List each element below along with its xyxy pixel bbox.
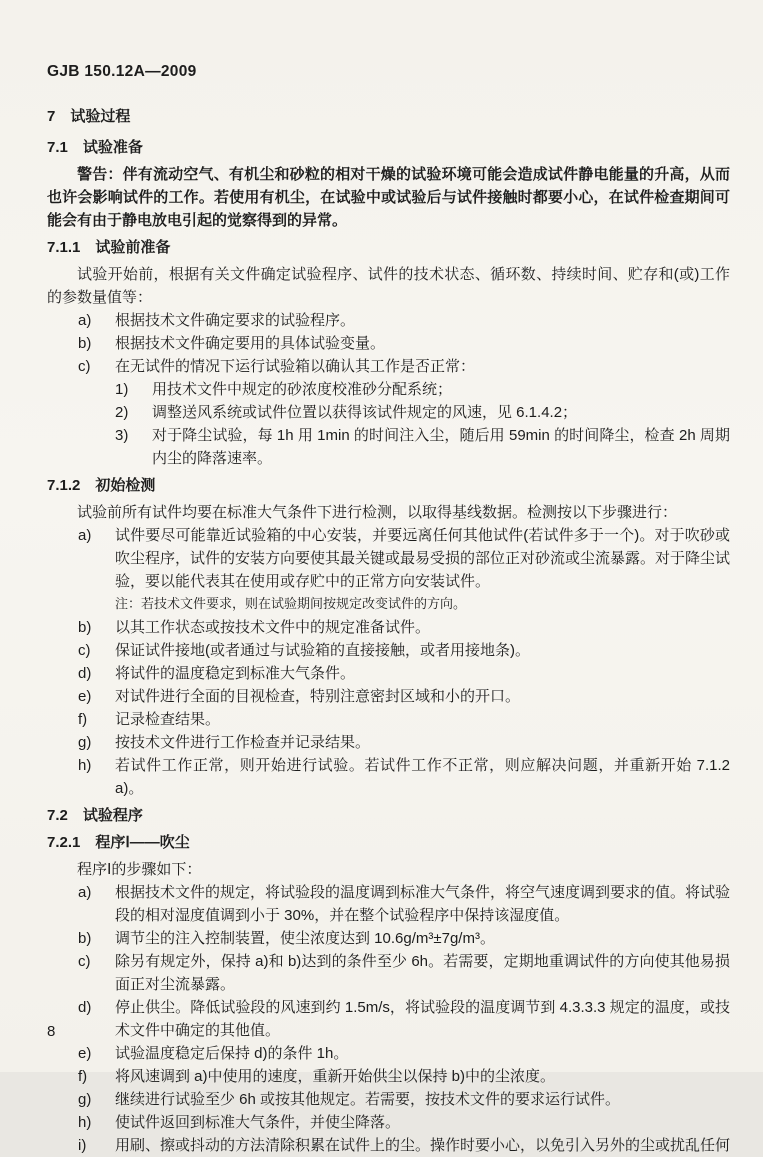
list-item-text: 试验温度稳定后保持 d)的条件 1h。 — [115, 1045, 349, 1062]
section-title: 试验过程 — [70, 108, 131, 125]
section-heading-7-1-2 — [47, 474, 730, 497]
list-item-text: 对试件进行全面的目视检查，特别注意密封区域和小的开口。 — [115, 688, 521, 705]
list-item — [47, 927, 730, 950]
list-item-text: 根据技术文件的规定，将试验段的温度调到标准大气条件，将空气速度调到要求的值。将试验段的相对湿度值调到小于 30%，并在整个试验程序中保持该湿度值。 — [115, 884, 731, 924]
list-item-text: 保证试件接地(或者通过与试验箱的直接接触，或者用接地条)。 — [115, 642, 530, 659]
list-marker: h) — [78, 1114, 92, 1131]
list-item-text: 试件要尽可能靠近试验箱的中心安装，并要远离任何其他试件(若试件多于一个)。对于吹砂或吹尘程序，试件的安装方向要使其最关键或最易受损的部位正对砂流或尘流暴露。对于降尘试验，要以能代表其在使用或存贮中的正常方向安装试件。 — [115, 527, 731, 590]
list-item — [47, 524, 730, 593]
list-marker: h) — [78, 757, 92, 774]
list-marker: g) — [78, 734, 92, 751]
list-item-text: 将风速调到 a)中使用的速度，重新开始供尘以保持 b)中的尘浓度。 — [115, 1068, 556, 1085]
list-item-text: 对于降尘试验，每 1h 用 1min 的时间注入尘，随后用 59min 的时间降尘，检查 2h 周期内尘的降落速率。 — [152, 427, 730, 467]
list-marker: 1) — [115, 381, 129, 398]
section-number: 7.2 — [47, 807, 68, 824]
list-item — [47, 685, 730, 708]
list-item — [47, 708, 730, 731]
section-title: 初始检测 — [95, 477, 156, 494]
list-marker: b) — [78, 619, 92, 636]
paragraph-711-intro: 试验开始前，根据有关文件确定试验程序、试件的技术状态、循环数、持续时间、贮存和(或)工作的参数量值等： — [47, 266, 730, 306]
section-heading-7 — [47, 105, 730, 128]
section-heading-7-1 — [47, 136, 730, 159]
warning-paragraph: 警告：伴有流动空气、有机尘和砂粒的相对干燥的试验环境可能会造成试件静电能量的升高，从而也许会影响试件的工作。若使用有机尘，在试验中或试验后与试件接触时都要小心，在试件检查期间可能会有由于静电放电引起的觉察得到的异常。 — [47, 166, 730, 229]
section-number: 7.1 — [47, 139, 68, 156]
list-item-text: 按技术文件进行工作检查并记录结果。 — [115, 734, 371, 751]
list-marker: a) — [78, 527, 92, 544]
section-number: 7 — [47, 108, 56, 125]
section-heading-7-1-1 — [47, 236, 730, 259]
list-marker: c) — [78, 953, 91, 970]
list-marker: 3) — [115, 427, 129, 444]
list-item-text: 使试件返回到标准大气条件，并使尘降落。 — [115, 1114, 401, 1131]
list-marker: 2) — [115, 404, 129, 421]
list-marker: b) — [78, 335, 92, 352]
list-item — [47, 1111, 730, 1134]
list-item — [47, 996, 730, 1042]
section-heading-7-2 — [47, 804, 730, 827]
list-item-text: 调整送风系统或试件位置以获得该试件规定的风速，见 6.1.4.2； — [152, 404, 578, 421]
list-item — [47, 332, 730, 355]
list-marker: i) — [78, 1137, 87, 1154]
list-item — [47, 1065, 730, 1088]
list-marker: a) — [78, 312, 92, 329]
list-item-text: 用技术文件中规定的砂浓度校准砂分配系统； — [152, 381, 453, 398]
section-heading-7-2-1 — [47, 831, 730, 854]
list-item-text: 用刷、擦或抖动的方法清除积累在试件上的尘。操作时要小心，以免引入另外的尘或扰乱任何 — [115, 1137, 731, 1154]
list-marker: e) — [78, 688, 92, 705]
section-number: 7.2.1 — [47, 834, 81, 851]
section-title: 试验前准备 — [95, 239, 171, 256]
list-item — [47, 639, 730, 662]
list-marker: c) — [78, 358, 91, 375]
list-item-text: 将试件的温度稳定到标准大气条件。 — [115, 665, 356, 682]
list-item-text: 在无试件的情况下运行试验箱以确认其工作是否正常： — [115, 358, 476, 375]
list-item — [47, 309, 730, 332]
section-number: 7.1.2 — [47, 477, 81, 494]
list-marker: g) — [78, 1091, 92, 1108]
list-item — [47, 355, 730, 378]
section-title: 程序Ⅰ——吹尘 — [95, 834, 190, 851]
list-marker: d) — [78, 665, 92, 682]
list-marker: f) — [78, 1068, 88, 1085]
list-item — [47, 1134, 730, 1157]
section-number: 7.1.1 — [47, 239, 81, 256]
list-item-text: 继续进行试验至少 6h 或按其他规定。若需要，按技术文件的要求运行试件。 — [115, 1091, 621, 1108]
list-item-text: 以其工作状态或按技术文件中的规定准备试件。 — [115, 619, 431, 636]
list-marker: a) — [78, 884, 92, 901]
list-item — [47, 731, 730, 754]
list-item — [47, 662, 730, 685]
list-item — [47, 754, 730, 800]
sub-list-item — [47, 401, 730, 424]
list-item — [47, 950, 730, 996]
list-item — [47, 1088, 730, 1111]
paragraph-721-intro: 程序Ⅰ的步骤如下： — [77, 861, 202, 878]
section-title: 试验程序 — [82, 807, 143, 824]
list-item-text: 调节尘的注入控制装置，使尘浓度达到 10.6g/m³±7g/m³。 — [115, 930, 495, 947]
list-marker: e) — [78, 1045, 92, 1062]
list-item-text: 停止供尘。降低试验段的风速到约 1.5m/s，将试验段的温度调节到 4.3.3.3 规定的温度，或技术文件中确定的其他值。 — [115, 999, 730, 1039]
list-item — [47, 1042, 730, 1065]
list-item-text: 除另有规定外，保持 a)和 b)达到的条件至少 6h。若需要，定期地重调试件的方向使其他易损面正对尘流暴露。 — [115, 953, 730, 993]
list-item-text: 根据技术文件确定要求的试验程序。 — [115, 312, 356, 329]
list-marker: d) — [78, 999, 92, 1016]
list-marker: c) — [78, 642, 91, 659]
list-marker: b) — [78, 930, 92, 947]
page-number: 8 — [47, 1023, 56, 1040]
list-item — [47, 881, 730, 927]
list-item-text: 记录检查结果。 — [115, 711, 221, 728]
sub-list-item — [47, 378, 730, 401]
note-text: 注：若技术文件要求，则在试验期间按规定改变试件的方向。 — [115, 596, 467, 611]
list-item-text: 根据技术文件确定要用的具体试验变量。 — [115, 335, 386, 352]
list-item — [47, 616, 730, 639]
section-title: 试验准备 — [82, 139, 143, 156]
paragraph-712-intro: 试验前所有试件均要在标准大气条件下进行检测，以取得基线数据。检测按以下步骤进行： — [77, 504, 678, 521]
sub-list-item — [47, 424, 730, 470]
list-marker: f) — [78, 711, 88, 728]
standard-number: GJB 150.12A—2009 — [47, 63, 197, 80]
list-item-text: 若试件工作正常，则开始进行试验。若试件工作不正常，则应解决问题，并重新开始 7.1.2 a)。 — [115, 757, 730, 797]
